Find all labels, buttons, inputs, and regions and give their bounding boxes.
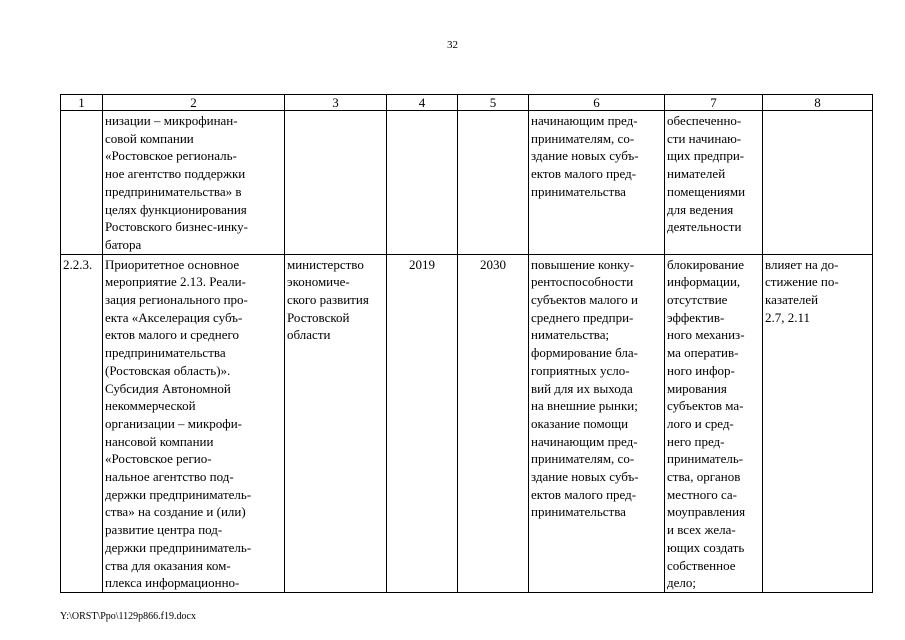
- cell-line: информации,: [667, 274, 741, 290]
- header-cell: 4: [387, 95, 458, 111]
- cell-line: сти начинаю-: [667, 130, 742, 146]
- cell-line: принимателям, со-: [531, 451, 635, 467]
- cell-line: начинающим пред-: [531, 113, 638, 128]
- measure-name-cell: [103, 111, 285, 255]
- cell-line: (Ростовская область)».: [105, 362, 231, 378]
- cell-line: на внешние рынки;: [531, 398, 638, 414]
- measures-table: [60, 94, 873, 593]
- executor-cell: [285, 111, 387, 255]
- cell-line: министерство: [287, 256, 364, 272]
- cell-line: среднего предпри-: [531, 309, 634, 325]
- cell-line: отсутствие: [667, 292, 728, 308]
- cell-line: ства» на создание и (или): [105, 504, 246, 520]
- cell-line: Субсидия Автономной: [105, 380, 231, 396]
- consequences-cell: [665, 111, 763, 255]
- cell-line: ства, органов: [667, 469, 741, 485]
- number-cell: 2.2.3.: [61, 254, 103, 592]
- cell-line: ства для оказания ком-: [105, 557, 231, 573]
- header-cell: 5: [458, 95, 529, 111]
- cell-line: предпринимательства: [105, 345, 226, 361]
- cell-line: нансовой компании: [105, 433, 214, 449]
- cell-line: казателей: [765, 292, 819, 308]
- cell-line: блокирование: [667, 256, 744, 272]
- cell-line: деятельности: [667, 219, 742, 235]
- cell-line: дело;: [667, 575, 696, 591]
- cell-line: ного механиз-: [667, 327, 745, 343]
- cell-line: Ростовского бизнес-инку-: [105, 219, 248, 235]
- cell-line: держки предприниматель-: [105, 486, 252, 502]
- table-row: [61, 254, 873, 592]
- header-cell: 7: [665, 95, 763, 111]
- cell-line: ского развития: [287, 292, 369, 308]
- cell-line: рентоспособности: [531, 274, 634, 290]
- cell-line: организации – микрофи-: [105, 415, 243, 431]
- cell-line: вий для их выхода: [531, 380, 633, 396]
- cell-line: ное агентство поддержки: [105, 166, 246, 182]
- cell-line: Приоритетное основное: [105, 256, 240, 272]
- cell-line: ма оператив-: [667, 345, 739, 361]
- cell-line: 2.7, 2.11: [765, 309, 811, 325]
- header-cell: 3: [285, 95, 387, 111]
- cell-line: и всех жела-: [667, 522, 736, 538]
- consequences-cell: [665, 254, 763, 592]
- cell-line: низации – микрофинан-: [105, 113, 238, 128]
- expected-result-cell: [529, 254, 665, 592]
- cell-line: помещениями: [667, 183, 746, 199]
- file-path-footer: Y:\ORST\Ppo\1129p866.f19.docx: [60, 611, 196, 622]
- cell-line: нимательства;: [531, 327, 610, 343]
- executor-cell: [285, 254, 387, 592]
- table-row: [61, 111, 873, 255]
- indicator-link-cell: [763, 111, 873, 255]
- cell-line: ектов малого пред-: [531, 486, 637, 502]
- cell-line: принимательства: [531, 504, 626, 520]
- cell-line: ектов малого и среднего: [105, 327, 240, 343]
- end-year-cell: [458, 111, 529, 255]
- cell-line: области: [287, 327, 331, 343]
- cell-line: оказание помощи: [531, 415, 629, 431]
- cell-line: мероприятие 2.13. Реали-: [105, 274, 246, 290]
- cell-line: екта «Акселерация субъ-: [105, 309, 243, 325]
- cell-line: обеспеченно-: [667, 113, 742, 128]
- cell-line: щих предпри-: [667, 148, 745, 164]
- cell-line: принимателям, со-: [531, 130, 635, 146]
- cell-line: приниматель-: [667, 451, 744, 467]
- end-year-cell: 2030: [458, 254, 529, 592]
- number-cell: [61, 111, 103, 255]
- start-year-cell: 2019: [387, 254, 458, 592]
- cell-line: ектов малого пред-: [531, 166, 637, 182]
- cell-line: него пред-: [667, 433, 725, 449]
- cell-line: лого и сред-: [667, 415, 734, 431]
- header-row: [61, 95, 873, 111]
- cell-line: стижение по-: [765, 274, 839, 290]
- measure-name-cell: [103, 254, 285, 592]
- cell-line: субъектов малого и: [531, 292, 638, 308]
- cell-line: держки предприниматель-: [105, 539, 252, 555]
- cell-line: целях функционирования: [105, 201, 247, 217]
- cell-line: собственное: [667, 557, 736, 573]
- header-cell: 6: [529, 95, 665, 111]
- cell-line: плекса информационно-: [105, 575, 240, 591]
- cell-line: ющих создать: [667, 539, 745, 555]
- cell-line: совой компании: [105, 130, 194, 146]
- cell-line: нимателей: [667, 166, 726, 182]
- page-number: 32: [447, 39, 458, 51]
- header-cell: 1: [61, 95, 103, 111]
- start-year-cell: [387, 111, 458, 255]
- cell-line: зация регионального про-: [105, 292, 248, 308]
- cell-line: местного са-: [667, 486, 738, 502]
- cell-line: ного инфор-: [667, 362, 735, 378]
- cell-line: экономиче-: [287, 274, 350, 290]
- expected-result-cell: [529, 111, 665, 255]
- cell-line: гоприятных усло-: [531, 362, 630, 378]
- cell-line: Ростовской: [287, 309, 350, 325]
- cell-line: для ведения: [667, 201, 734, 217]
- cell-line: эффектив-: [667, 309, 725, 325]
- cell-line: моуправления: [667, 504, 746, 520]
- cell-line: развитие центра под-: [105, 522, 223, 538]
- cell-line: некоммерческой: [105, 398, 196, 414]
- cell-line: влияет на до-: [765, 256, 839, 272]
- cell-line: здание новых субъ-: [531, 469, 639, 485]
- cell-line: мирования: [667, 380, 727, 396]
- header-cell: 2: [103, 95, 285, 111]
- cell-line: «Ростовское региональ-: [105, 148, 237, 164]
- cell-line: субъектов ма-: [667, 398, 744, 414]
- cell-line: здание новых субъ-: [531, 148, 639, 164]
- cell-line: начинающим пред-: [531, 433, 638, 449]
- indicator-link-cell: [763, 254, 873, 592]
- cell-line: нальное агентство под-: [105, 469, 234, 485]
- cell-line: формирование бла-: [531, 345, 638, 361]
- cell-line: «Ростовское регио-: [105, 451, 212, 467]
- cell-line: принимательства: [531, 183, 626, 199]
- cell-line: предпринимательства» в: [105, 183, 242, 199]
- cell-line: повышение конку-: [531, 256, 635, 272]
- cell-line: батора: [105, 236, 142, 252]
- header-cell: 8: [763, 95, 873, 111]
